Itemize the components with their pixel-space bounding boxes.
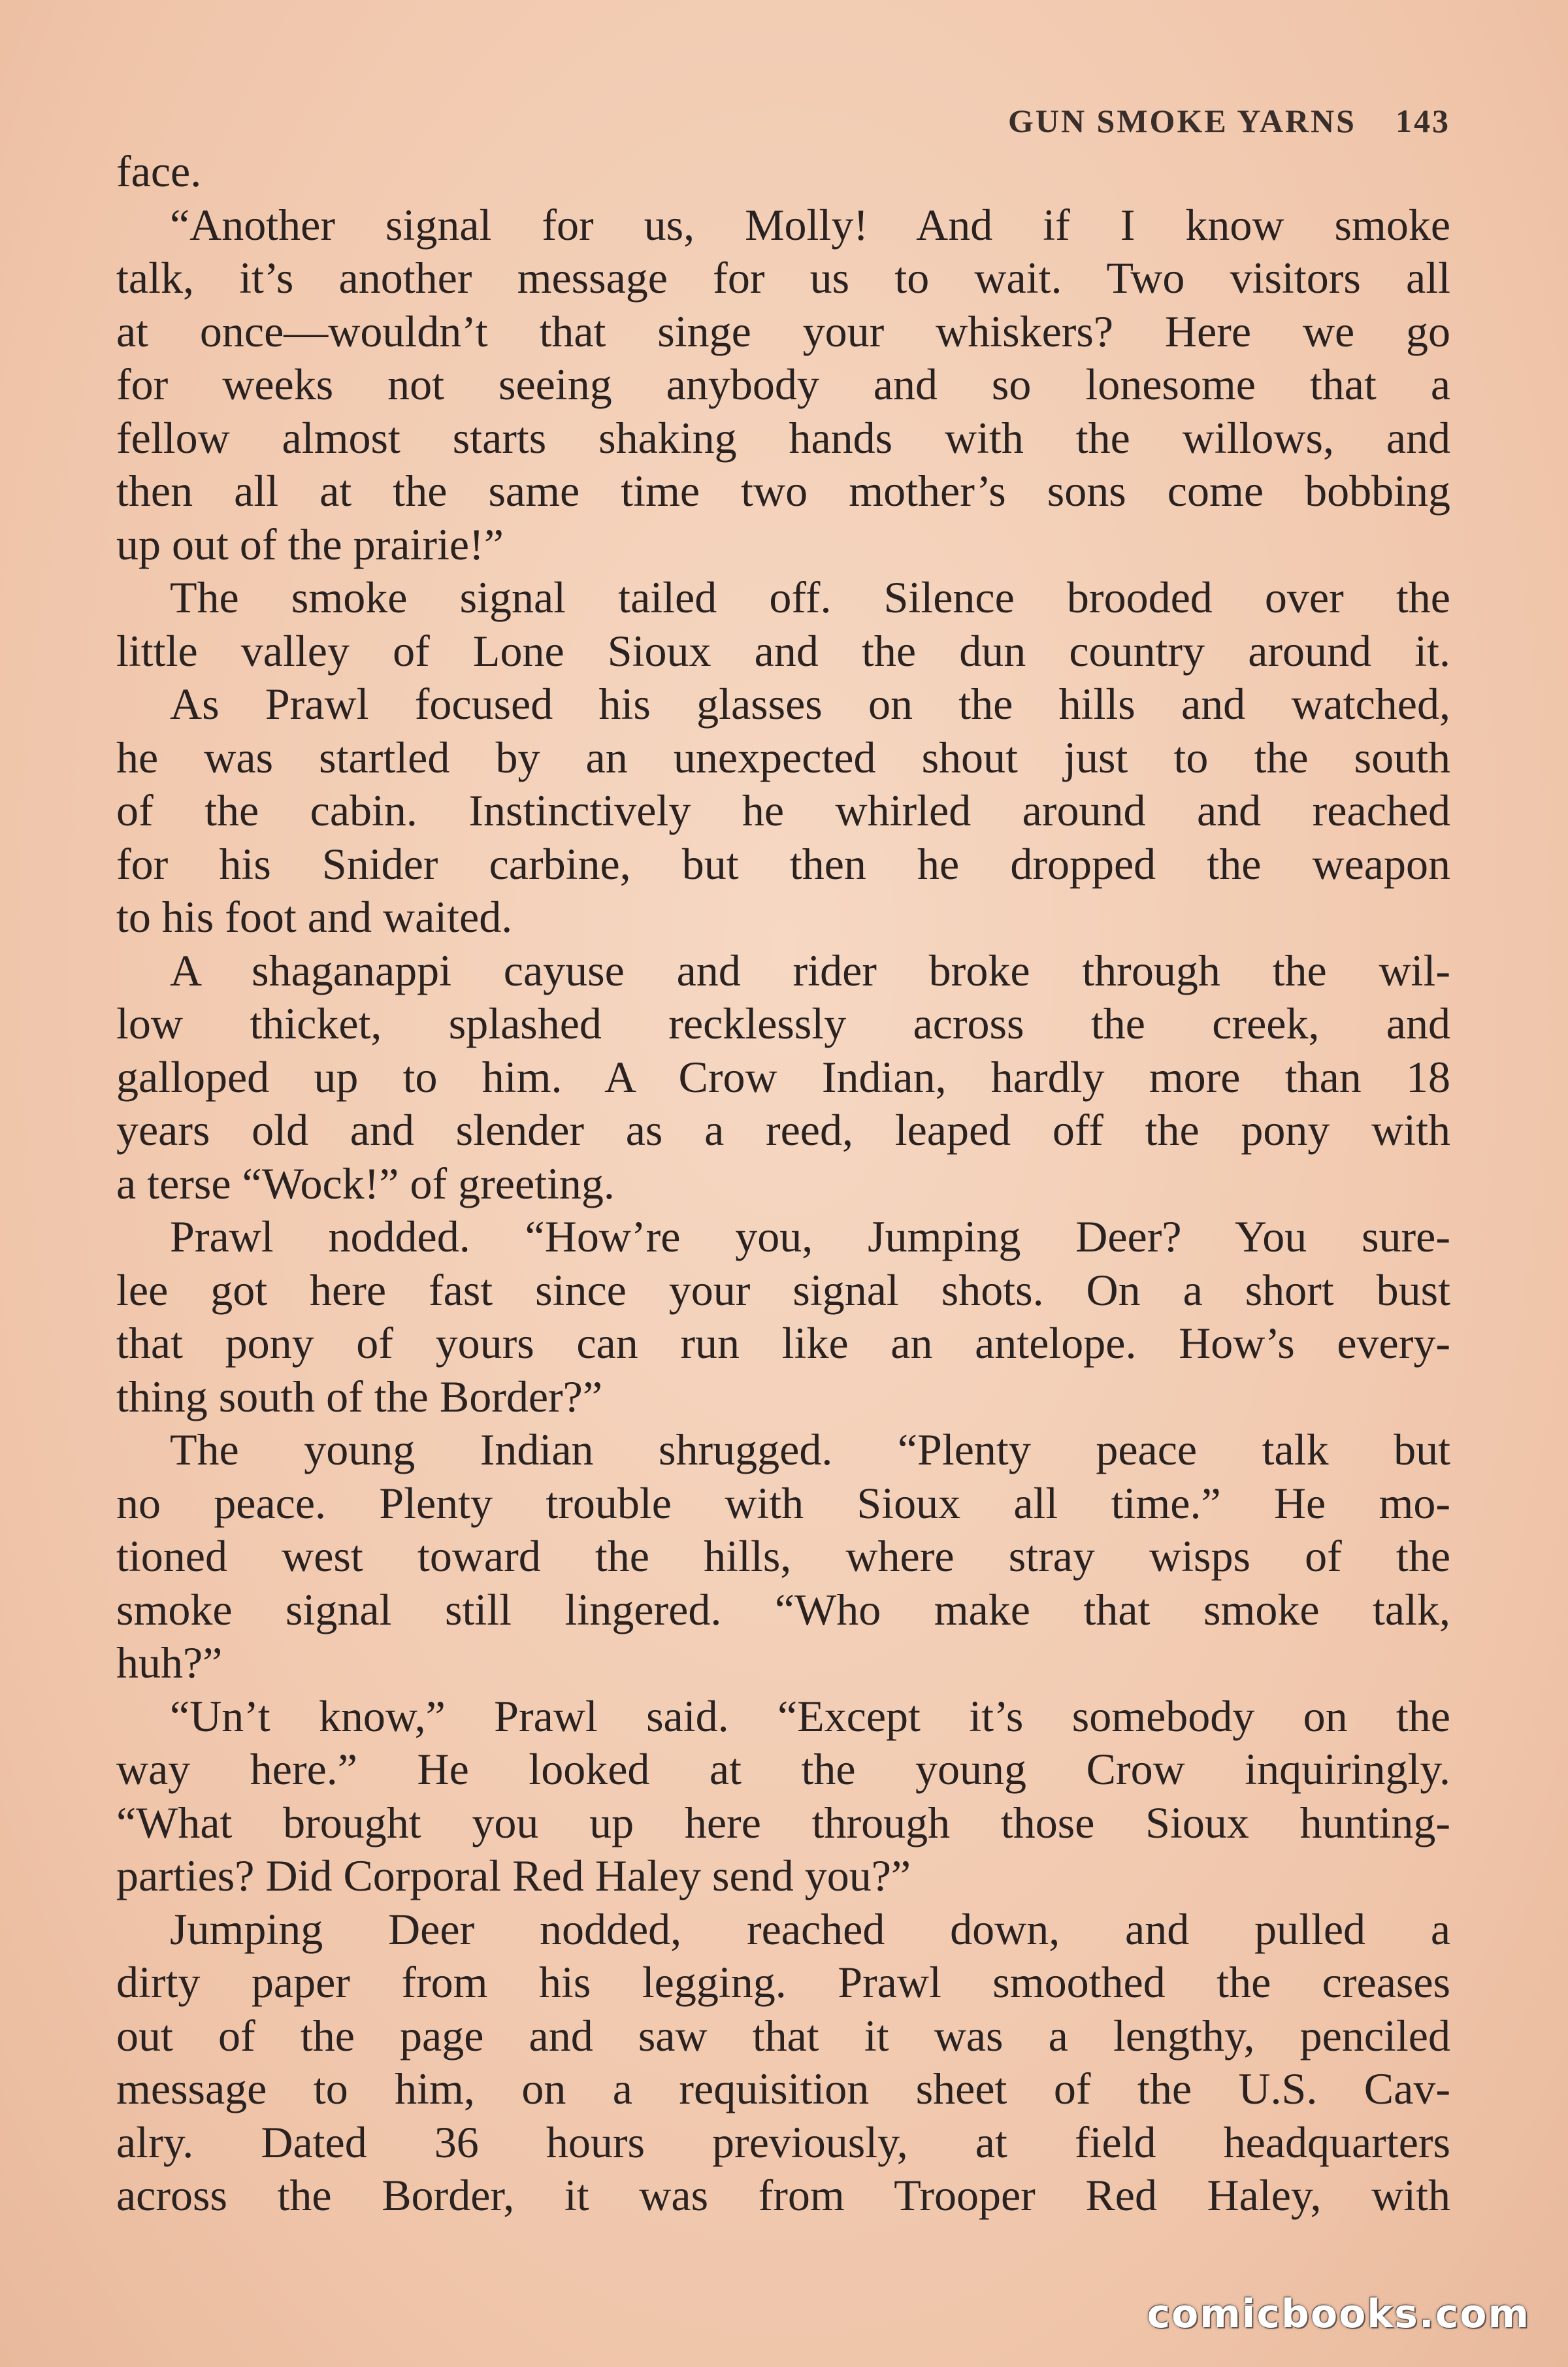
text-line: parties? Did Corporal Red Haley send you?” [116, 1851, 911, 1900]
text-line: no peace. Plenty trouble with Sioux all time.” He mo- [116, 1478, 1450, 1528]
text-line: then all at the same time two mother’s sons come bobbing [116, 466, 1450, 516]
text-line: “Un’t know,” Prawl said. “Except it’s somebody on the [170, 1691, 1450, 1741]
text-line: up out of the prairie!” [116, 519, 504, 569]
text-line: huh?” [116, 1638, 223, 1687]
text-line: As Prawl focused his glasses on the hills and watched, [170, 679, 1450, 729]
text-line: Jumping Deer nodded, reached down, and pulled a [170, 1904, 1450, 1954]
text-line: of the cabin. Instinctively he whirled around and reached [116, 786, 1450, 835]
watermark: comicbooks.com [1147, 2291, 1530, 2337]
text-line: way here.” He looked at the young Crow inquiringly. [116, 1744, 1450, 1794]
text-line: tioned west toward the hills, where stray wisps of the [116, 1531, 1450, 1581]
text-line: at once—wouldn’t that singe your whiskers? Here we go [116, 306, 1450, 356]
text-line: low thicket, splashed recklessly across the creek, and [116, 999, 1450, 1048]
text-line: for weeks not seeing anybody and so lonesome that a [116, 359, 1450, 409]
text-line: for his Snider carbine, but then he dropped the weapon [116, 838, 1450, 889]
text-line: The young Indian shrugged. “Plenty peace talk but [170, 1425, 1450, 1474]
text-line: a terse “Wock!” of greeting. [116, 1158, 615, 1208]
running-title: GUN SMOKE YARNS [1007, 103, 1356, 139]
text-line: dirty paper from his legging. Prawl smoothed the creases [116, 1957, 1450, 2007]
text-line: thing south of the Border?” [116, 1371, 603, 1421]
body-text [116, 145, 1450, 2223]
text-line: Prawl nodded. “How’re you, Jumping Deer? You sure- [170, 1212, 1450, 1261]
text-line: smoke signal still lingered. “Who make that smoke talk, [116, 1584, 1450, 1634]
running-head [1008, 102, 1450, 140]
text-line: he was startled by an unexpected shout just to the south [116, 732, 1450, 782]
text-line: years old and slender as a reed, leaped off the pony with [116, 1105, 1450, 1155]
text-line: lee got here fast since your signal shots. On a short bust [116, 1265, 1450, 1315]
text-line: A shaganappi cayuse and rider broke through the wil- [170, 945, 1450, 995]
text-line: out of the page and saw that it was a lengthy, penciled [116, 2010, 1450, 2061]
text-line: face. [116, 146, 202, 196]
text-line: that pony of yours can run like an antelope. How’s every- [116, 1318, 1450, 1368]
page-number: 143 [1396, 103, 1450, 139]
text-line: alry. Dated 36 hours previously, at field headquarters [116, 2117, 1450, 2167]
text-line: little valley of Lone Sioux and the dun country around it. [116, 625, 1450, 676]
text-line: to his foot and waited. [116, 892, 513, 942]
text-line: message to him, on a requisition sheet of the U.S. Cav- [116, 2064, 1450, 2113]
text-line: talk, it’s another message for us to wait. Two visitors all [116, 253, 1450, 303]
text-line: “Another signal for us, Molly! And if I know smoke [170, 199, 1450, 250]
text-line: fellow almost starts shaking hands with the willows, and [116, 412, 1450, 463]
text-line: The smoke signal tailed off. Silence brooded over the [170, 572, 1450, 622]
text-line: galloped up to him. A Crow Indian, hardly more than 18 [116, 1051, 1450, 1102]
text-line: “What brought you up here through those Sioux hunting- [116, 1797, 1450, 1847]
text-line: across the Border, it was from Trooper Red Haley, with [116, 2170, 1450, 2220]
